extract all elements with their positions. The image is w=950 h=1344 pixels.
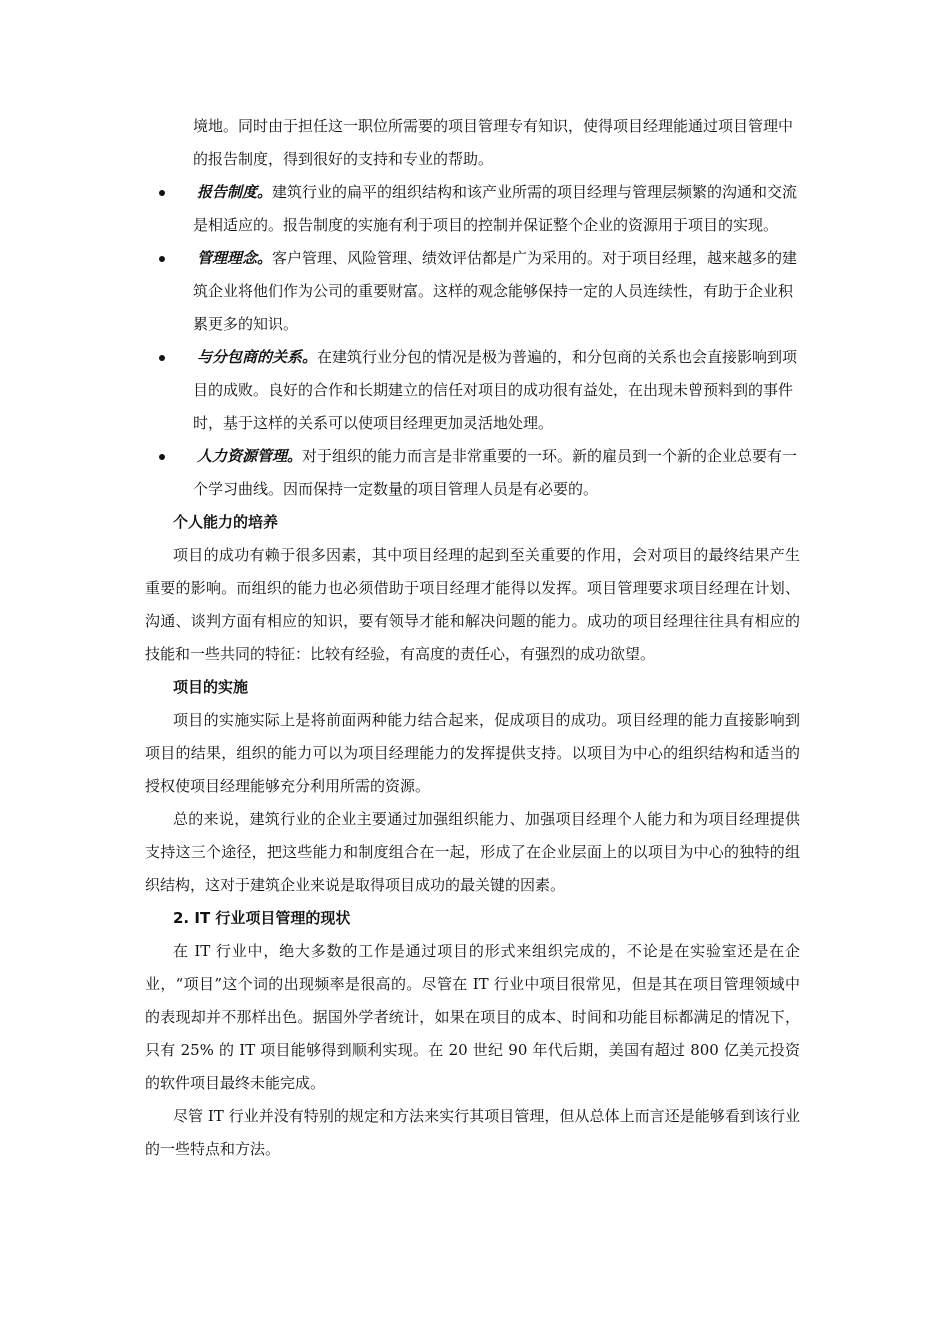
bullet-title: 与分包商的关系。 — [197, 348, 318, 366]
bullet-item-human-resources — [145, 440, 800, 506]
bullet-icon — [159, 355, 165, 361]
paragraph: 项目的成功有赖于很多因素，其中项目经理的起到至关重要的作用，会对项目的最终结果产生重要的影响。而组织的能力也必须借助于项目经理才能得以发挥。项目管理要求项目经理在计划、沟通、谈判方面有相应的知识，要有领导才能和解决问题的能力。成功的项目经理往往具有相应的技能和一些共同的特征：比较有经验，有高度的责任心，有强烈的成功欲望。 — [145, 546, 800, 663]
bullet-icon — [159, 454, 165, 460]
bullet-icon — [159, 256, 165, 262]
bullet-title: 报告制度。 — [197, 183, 273, 201]
section-heading-it-industry: 2. IT 行业项目管理的现状 — [173, 909, 351, 927]
section-heading-personal-ability: 个人能力的培养 — [173, 513, 279, 531]
paragraph: 项目的实施实际上是将前面两种能力结合起来，促成项目的成功。项目经理的能力直接影响到项目的结果，组织的能力可以为项目经理能力的发挥提供支持。以项目为中心的组织结构和适当的授权使项目经理能够充分利用所需的资源。 — [145, 711, 800, 795]
bullet-text: 建筑行业的扁平的组织结构和该产业所需的项目经理与管理层频繁的沟通和交流是相适应的。报告制度的实施有利于项目的控制并保证整个企业的资源用于项目的实现。 — [193, 183, 798, 234]
paragraph: 尽管 IT 行业并没有特别的规定和方法来实行其项目管理，但从总体上而言还是能够看到该行业的一些特点和方法。 — [145, 1107, 800, 1158]
bullet-text: 客户管理、风险管理、绩效评估都是广为采用的。对于项目经理，越来越多的建筑企业将他们作为公司的重要财富。这样的观念能够保持一定的人员连续性，有助于企业积累更多的知识。 — [193, 249, 798, 333]
bullet-item-reporting — [145, 176, 800, 242]
section-heading-implementation: 项目的实施 — [173, 678, 249, 696]
bullet-item-subcontractor — [145, 341, 800, 440]
paragraph: 总的来说，建筑行业的企业主要通过加强组织能力、加强项目经理个人能力和为项目经理提供支持这三个途径，把这些能力和制度组合在一起，形成了在企业层面上的以项目为中心的独特的组织结构，这对于建筑企业来说是取得项目成功的最关键的因素。 — [145, 810, 800, 894]
bullet-text: 在建筑行业分包的情况是极为普遍的，和分包商的关系也会直接影响到项目的成败。良好的合作和长期建立的信任对项目的成功很有益处，在出现未曾预料到的事件时，基于这样的关系可以使项目经理更加灵活地处理。 — [193, 348, 798, 432]
bullet-text: 对于组织的能力而言是非常重要的一环。新的雇员到一个新的企业总要有一个学习曲线。因而保持一定数量的项目管理人员是有必要的。 — [193, 447, 798, 498]
bullet-title: 管理理念。 — [197, 249, 273, 267]
bullet-title: 人力资源管理。 — [197, 447, 303, 465]
bullet-icon — [159, 190, 165, 196]
paragraph: 在 IT 行业中，绝大多数的工作是通过项目的形式来组织完成的，不论是在实验室还是在企业，“项目”这个词的出现频率是很高的。尽管在 IT 行业中项目很常见，但是其在项目管理领域中的表现却并不那样出色。据国外学者统计，如果在项目的成本、时间和功能目标都满足的情况下，只有 25% 的 IT 项目能够得到顺利实现。在 20 世纪 90 年代后期，美国有超过 800 亿美元投资的软件项目最终未能完成。 — [145, 942, 800, 1092]
document-body — [145, 110, 800, 1166]
bullet-item-management-concept — [145, 242, 800, 341]
continuation-paragraph: 境地。同时由于担任这一职位所需要的项目管理专有知识，使得项目经理能通过项目管理中的报告制度，得到很好的支持和专业的帮助。 — [193, 117, 794, 168]
